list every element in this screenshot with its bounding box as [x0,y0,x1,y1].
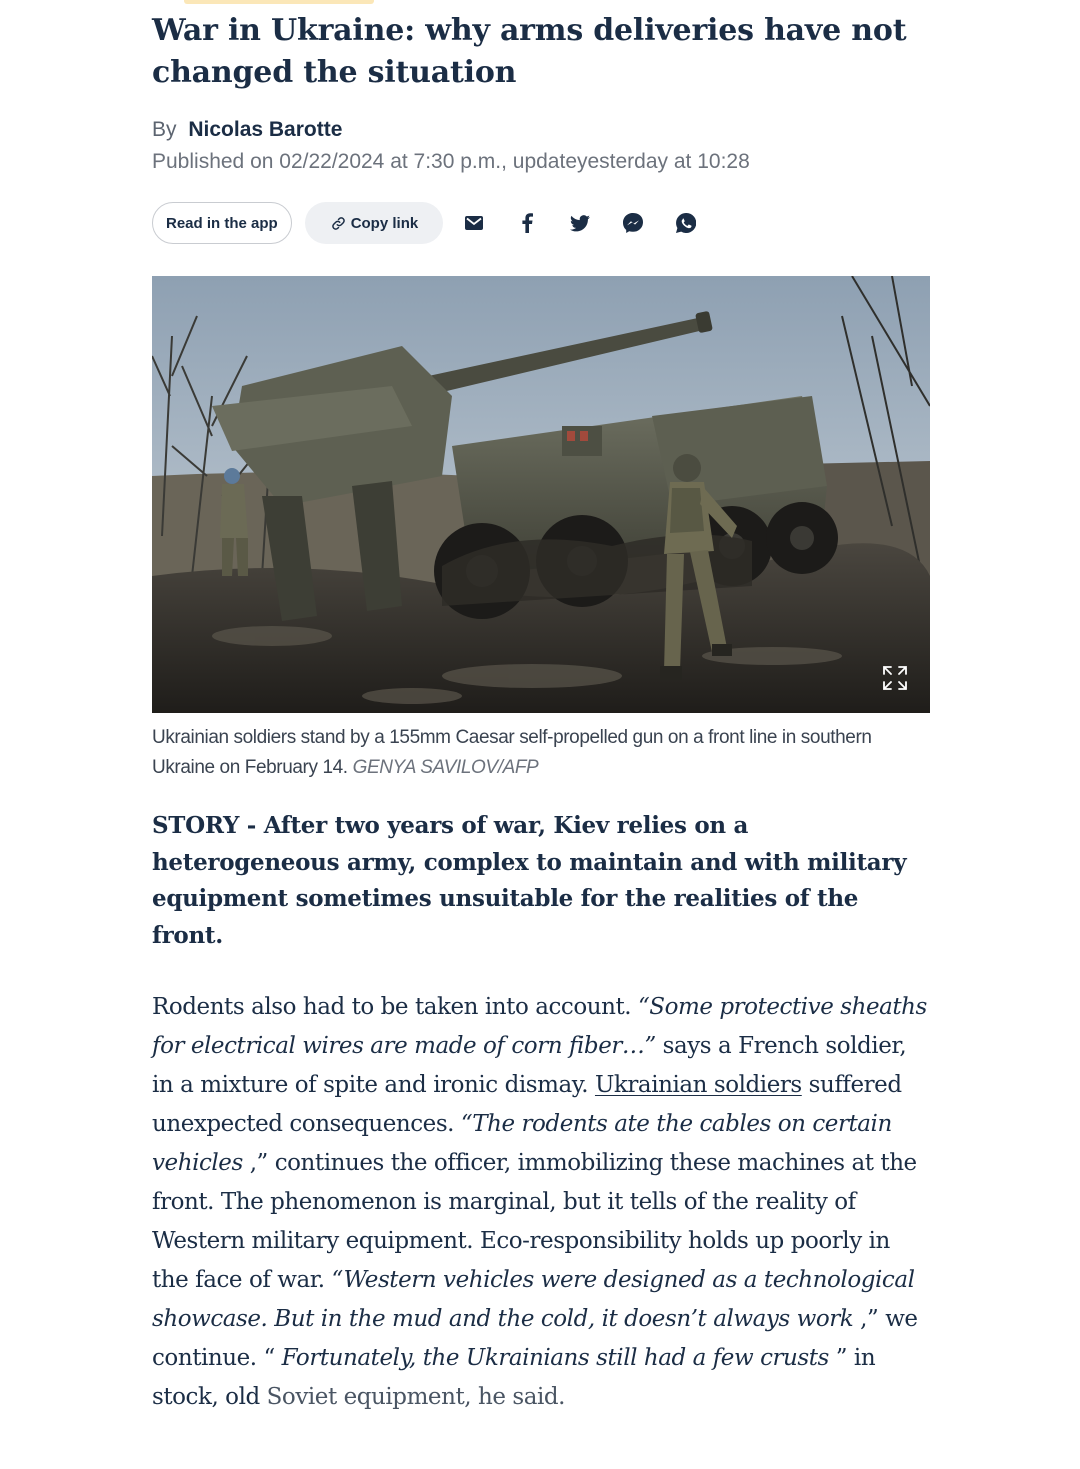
twitter-share-button[interactable] [566,209,594,237]
photo-caption [152,723,930,783]
body-text-7: Soviet equipment, he said. [266,1384,566,1410]
headline: War in Ukraine: why arms deliveries have not changed the situation [152,13,907,90]
top-accent-bar [184,0,374,4]
read-in-app-label: Read in the app [166,214,278,232]
ukrainian-soldiers-link[interactable]: Ukrainian soldiers [594,1072,802,1098]
article-body-paragraph [152,988,930,1417]
body-text-4: ,” continues the officer, immobilizing these machines at the front. The phenomenon is marginal, but it tells of the reality of Western military equipment. Eco-responsibility holds up poorly in the face of war. [152,1150,917,1293]
quote-4: Fortunately, the Ukrainians still had a few crusts [281,1345,829,1371]
quote-2: “The rodents ate the cables on certain vehicles [152,1111,892,1176]
article-photo[interactable] [152,276,930,713]
link-icon [331,216,346,231]
quote-1: “Some protective sheaths for electrical wires are made of corn fiber…” [152,994,927,1059]
photo-artillery-scene [152,276,930,713]
body-text-3: suffered unexpected consequences. [152,1072,902,1137]
facebook-icon [521,213,533,233]
twitter-icon [570,215,590,232]
author-link[interactable]: Nicolas Barotte [188,118,343,141]
story-lede: STORY - After two years of war, Kiev relies on a heterogeneous army, complex to maintain and with military equipment sometimes unsuitable for the realities of the front. [152,812,907,949]
caption-text: Ukrainian soldiers stand by a 155mm Caesar self-propelled gun on a front line in southern Ukraine on February 14. [152,727,872,778]
byline [152,116,342,144]
copy-link-button[interactable] [305,202,444,244]
copy-link-label: Copy link [350,214,419,232]
expand-icon[interactable] [882,665,908,691]
body-text-5: ,” we continue. “ [152,1306,918,1371]
mail-icon [465,216,483,230]
body-text-6: ” in stock, old [152,1345,876,1410]
messenger-share-button[interactable] [619,209,647,237]
publish-date: Published on 02/22/2024 at 7:30 p.m., updateyesterday at 10:28 [152,150,750,173]
body-text-2: says a French soldier, in a mixture of spite and ironic dismay. [152,1033,907,1098]
body-text-1: Rodents also had to be taken into account. [152,994,638,1020]
whatsapp-icon [676,213,696,233]
byline-prefix: By [152,118,177,141]
read-in-app-button[interactable] [152,202,292,244]
messenger-icon [623,213,643,233]
mail-share-button[interactable] [460,209,488,237]
photo-credit: GENYA SAVILOV/AFP [352,757,539,778]
share-bar [152,202,700,244]
quote-3: “Western vehicles were designed as a technological showcase. But in the mud and the cold, it doesn’t always work [152,1267,915,1332]
whatsapp-share-button[interactable] [672,209,700,237]
facebook-share-button[interactable] [513,209,541,237]
